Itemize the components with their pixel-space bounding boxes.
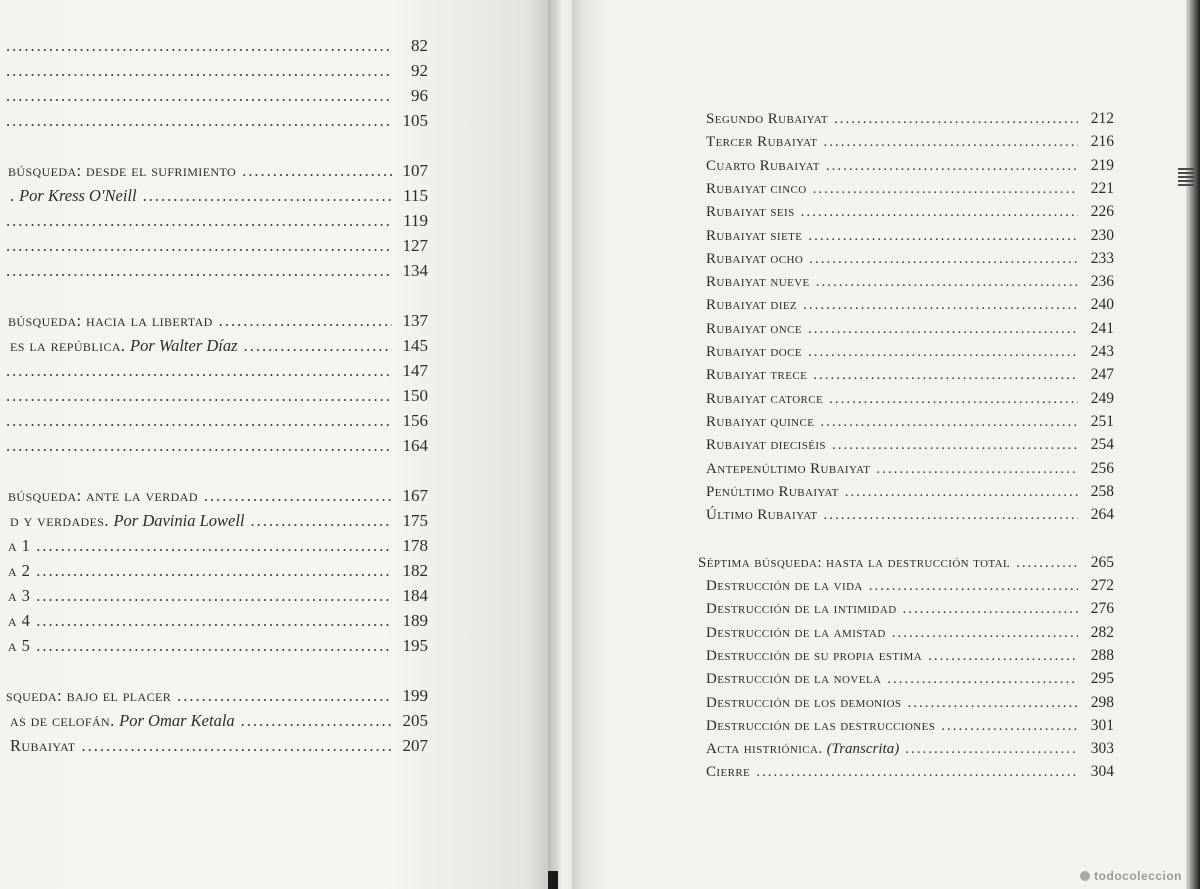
toc-page-number: 167 [402, 486, 428, 505]
toc-page-number: 137 [402, 311, 428, 330]
toc-entry [8, 634, 428, 658]
toc-entry-title-text: Destrucción de la novela [706, 671, 882, 687]
toc-entry [0, 34, 428, 58]
toc-entry [706, 270, 1114, 294]
toc-dot-leader [6, 109, 392, 133]
toc-dot-leader [756, 760, 1078, 784]
toc-dot-leader [813, 363, 1078, 387]
toc-entry-title [706, 363, 807, 387]
toc-entry [10, 334, 428, 358]
toc-entry-title [706, 457, 870, 481]
toc-entry-title [706, 714, 935, 738]
toc-page-number: 258 [1090, 483, 1114, 500]
toc-page-number: 264 [1090, 506, 1114, 523]
toc-entry-title [6, 684, 171, 708]
toc-entry-title [706, 480, 839, 504]
toc-entry-title [706, 597, 897, 621]
toc-page-number: 247 [1090, 366, 1114, 383]
toc-entry-title-text: a 3 [8, 586, 31, 605]
toc-dot-leader [876, 457, 1078, 481]
toc-entry [706, 503, 1114, 527]
toc-entry [706, 621, 1114, 645]
toc-dot-leader [6, 59, 392, 83]
toc-page-number: 288 [1090, 647, 1114, 664]
toc-dot-leader [242, 159, 392, 183]
toc-entry [0, 209, 428, 233]
toc-entry [706, 363, 1114, 387]
toc-entry-title-text: Rubaiyat dieciséis [706, 437, 826, 453]
toc-entry [8, 559, 428, 583]
toc-entry-title [8, 609, 30, 633]
toc-entry-title-text: Rubaiyat [10, 736, 76, 755]
toc-dot-leader [832, 433, 1078, 457]
toc-entry-title-text: d y verdades. [10, 511, 114, 530]
toc-dot-leader [241, 709, 392, 733]
toc-entry [10, 734, 428, 758]
toc-entry-title-text: Rubaiyat siete [706, 228, 803, 244]
toc-entry-title-text: a 5 [8, 636, 31, 655]
toc-entry-title-text: Rubaiyat ocho [706, 251, 804, 267]
toc-dot-leader [869, 574, 1078, 598]
toc-entry [706, 597, 1114, 621]
toc-dot-leader [6, 209, 392, 233]
toc-page-number: 233 [1090, 250, 1114, 267]
toc-entry-title-text: Destrucción de la vida [706, 578, 863, 594]
toc-entry-title [706, 574, 863, 598]
toc-page-number: 230 [1090, 227, 1114, 244]
toc-page-number: 82 [411, 36, 428, 55]
toc-entry [706, 130, 1114, 154]
toc-entry-title [8, 634, 30, 658]
toc-entry-author: Por Davinia Lowell [113, 511, 245, 530]
toc-entry [10, 509, 428, 533]
toc-page-number: 145 [402, 336, 428, 355]
toc-entry-title [10, 734, 76, 758]
toc-entry-title [706, 760, 750, 784]
toc-entry [8, 584, 428, 608]
toc-entry [706, 760, 1114, 784]
toc-page-number: 184 [402, 586, 428, 605]
toc-entry-title [706, 340, 802, 364]
toc-dot-leader [808, 317, 1078, 341]
toc-page-number: 205 [402, 711, 428, 730]
toc-dot-leader [803, 293, 1078, 317]
toc-entry [706, 480, 1114, 504]
toc-page-number: 105 [402, 111, 428, 130]
toc-page-number: 199 [402, 686, 428, 705]
page-edge-mark-icon [1178, 168, 1194, 186]
toc-entry-title [10, 184, 137, 208]
toc-entry-title-text: Destrucción de su propia estima [706, 648, 923, 664]
toc-page-number: 216 [1090, 133, 1114, 150]
toc-dot-leader [6, 409, 392, 433]
toc-dot-leader [892, 621, 1078, 645]
toc-page-number: 195 [402, 636, 428, 655]
toc-entry [706, 433, 1114, 457]
toc-entry-title [706, 621, 886, 645]
toc-entry [0, 259, 428, 283]
toc-page-number: 107 [402, 161, 428, 180]
toc-dot-leader [903, 597, 1078, 621]
toc-page-number: 212 [1090, 110, 1114, 127]
toc-entry-title-text: a 2 [8, 561, 31, 580]
toc-entry [706, 200, 1114, 224]
toc-entry-title [706, 247, 803, 271]
toc-entry-title [8, 309, 213, 333]
toc-entry [0, 384, 428, 408]
toc-entry [706, 457, 1114, 481]
toc-entry-title [706, 293, 797, 317]
toc-entry-title [698, 551, 1010, 575]
watermark [1080, 869, 1182, 883]
toc-entry-title-text: Séptima búsqueda: hasta la destrucción total [698, 555, 1011, 571]
toc-page-number: 276 [1090, 600, 1114, 617]
toc-page-number: 256 [1090, 460, 1114, 477]
toc-page-number: 240 [1090, 296, 1114, 313]
toc-entry-title-text: búsqueda: hacia la libertad [8, 311, 213, 330]
toc-page-number: 147 [402, 361, 428, 380]
toc-entry-title [10, 709, 235, 733]
toc-dot-leader [36, 609, 392, 633]
toc-page-number: 295 [1090, 670, 1114, 687]
toc-entry-title-text: . [10, 186, 20, 205]
toc-entry [706, 177, 1114, 201]
toc-entry-title-text: as de celofán. [10, 711, 120, 730]
toc-page-number: 301 [1090, 717, 1114, 734]
toc-dot-leader [6, 234, 392, 258]
toc-entry [706, 691, 1114, 715]
toc-entry [0, 434, 428, 458]
toc-entry [8, 534, 428, 558]
toc-entry [8, 484, 428, 508]
toc-entry-author: Por Omar Ketala [119, 711, 235, 730]
toc-dot-leader [1016, 551, 1078, 575]
toc-entry-title [706, 667, 881, 691]
toc-page-number: 226 [1090, 203, 1114, 220]
toc-entry-title-text: Tercer Rubaiyat [706, 134, 818, 150]
toc-entry-title-text: Rubaiyat diez [706, 297, 798, 313]
toc-dot-leader [6, 259, 392, 283]
toc-page-number: 254 [1090, 436, 1114, 453]
toc-entry [0, 409, 428, 433]
toc-entry-title [706, 433, 826, 457]
toc-entry-title [706, 224, 802, 248]
toc-entry-title-text: Rubaiyat once [706, 321, 802, 337]
toc-dot-leader [809, 247, 1078, 271]
toc-entry [698, 551, 1114, 575]
toc-page-number: 175 [402, 511, 428, 530]
toc-entry-title [706, 130, 817, 154]
toc-page-number: 304 [1090, 763, 1114, 780]
toc-page-number: 134 [402, 261, 428, 280]
toc-entry [0, 59, 428, 83]
toc-entry-title-text: Destrucción de los demonios [706, 695, 902, 711]
toc-dot-leader [6, 84, 392, 108]
toc-dot-leader [36, 584, 392, 608]
toc-page-number: 178 [402, 536, 428, 555]
toc-entry-title-text: búsqueda: desde el sufrimiento [8, 161, 237, 180]
toc-entry-title-text: Penúltimo Rubaiyat [706, 484, 839, 500]
toc-dot-leader [820, 410, 1078, 434]
next-page-edge [1186, 0, 1200, 889]
toc-entry [10, 184, 428, 208]
toc-entry-title-text: Rubaiyat nueve [706, 274, 810, 290]
toc-dot-leader [36, 634, 392, 658]
toc-page-number: 156 [402, 411, 428, 430]
toc-entry-title [706, 691, 901, 715]
toc-entry-title-text: Destrucción de la intimidad [706, 601, 897, 617]
toc-entry-title-text: Último Rubaiyat [706, 507, 818, 523]
toc-entry [706, 667, 1114, 691]
toc-dot-leader [845, 480, 1078, 504]
toc-page-number: 265 [1090, 554, 1114, 571]
toc-entry-title-text: Cierre [706, 764, 751, 780]
toc-entry-title-text: squeda: bajo el placer [6, 686, 172, 705]
toc-entry-title [706, 270, 810, 294]
toc-entry [0, 359, 428, 383]
toc-entry [706, 107, 1114, 131]
toc-entry [706, 387, 1114, 411]
toc-dot-leader [928, 644, 1078, 668]
toc-page-number: 207 [402, 736, 428, 755]
toc-dot-leader [808, 224, 1078, 248]
toc-page-number: 115 [403, 186, 428, 205]
toc-entry-title-text: Destrucción de la amistad [706, 625, 886, 641]
toc-entry-title [706, 503, 817, 527]
toc-entry-title-text: Acta histriónica. [706, 741, 827, 757]
right-page [572, 0, 1200, 889]
toc-entry-title-text: Antepenúltimo Rubaiyat [706, 461, 871, 477]
toc-entry [6, 684, 428, 708]
toc-entry [0, 84, 428, 108]
toc-entry-title [706, 317, 802, 341]
toc-entry-title [706, 200, 795, 224]
toc-entry [706, 154, 1114, 178]
toc-entry [706, 317, 1114, 341]
toc-entry-title [706, 410, 814, 434]
toc-page-number: 219 [1090, 157, 1114, 174]
toc-page-number: 96 [411, 86, 428, 105]
toc-entry [706, 644, 1114, 668]
toc-entry-title [706, 387, 823, 411]
toc-dot-leader [36, 534, 392, 558]
toc-page-number: 119 [403, 211, 428, 230]
toc-dot-leader [204, 484, 392, 508]
toc-page-number: 150 [402, 386, 428, 405]
toc-entry [0, 234, 428, 258]
toc-entry-author: Por Walter Díaz [129, 336, 238, 355]
toc-page-number: 189 [402, 611, 428, 630]
toc-entry-title [10, 334, 238, 358]
toc-page-number: 298 [1090, 694, 1114, 711]
toc-entry-title [10, 509, 245, 533]
toc-dot-leader [251, 509, 392, 533]
toc-page-number: 221 [1090, 180, 1114, 197]
toc-entry-title-text: Rubaiyat catorce [706, 391, 824, 407]
toc-page-number: 243 [1090, 343, 1114, 360]
toc-dot-leader [82, 734, 392, 758]
toc-entry-title [706, 107, 828, 131]
toc-entry-title-text: Rubaiyat trece [706, 367, 808, 383]
toc-entry-title-text: Rubaiyat seis [706, 204, 795, 220]
toc-entry [8, 609, 428, 633]
toc-entry-title-text: es la república. [10, 336, 130, 355]
toc-entry [706, 293, 1114, 317]
toc-dot-leader [823, 130, 1078, 154]
toc-page-number: 251 [1090, 413, 1114, 430]
toc-entry [706, 247, 1114, 271]
toc-dot-leader [177, 684, 392, 708]
toc-entry-author: Por Kress O'Neill [19, 186, 137, 205]
toc-page-number: 241 [1090, 320, 1114, 337]
toc-entry-title [8, 534, 30, 558]
toc-dot-leader [6, 434, 392, 458]
toc-page-number: 164 [402, 436, 428, 455]
toc-entry-title [8, 584, 30, 608]
toc-entry-title-text: Cuarto Rubaiyat [706, 158, 820, 174]
toc-entry [706, 714, 1114, 738]
toc-entry-title [706, 154, 820, 178]
toc-entry-title-text: a 4 [8, 611, 31, 630]
toc-entry [8, 309, 428, 333]
toc-dot-leader [36, 559, 392, 583]
toc-dot-leader [941, 714, 1078, 738]
toc-dot-leader [823, 503, 1078, 527]
watermark-logo-icon [1080, 871, 1090, 881]
toc-dot-leader [143, 184, 392, 208]
toc-page-number: 92 [411, 61, 428, 80]
toc-entry-title-text: Rubaiyat cinco [706, 181, 807, 197]
toc-entry-title-text: Rubaiyat quince [706, 414, 815, 430]
toc-entry-title [8, 159, 236, 183]
watermark-text: todocoleccion [1094, 869, 1182, 883]
toc-entry [706, 340, 1114, 364]
toc-entry [10, 709, 428, 733]
toc-page-number: 272 [1090, 577, 1114, 594]
toc-entry-title-text: Segundo Rubaiyat [706, 111, 828, 127]
toc-dot-leader [219, 309, 392, 333]
toc-page-number: 249 [1090, 390, 1114, 407]
toc-entry-title [8, 484, 198, 508]
toc-dot-leader [834, 107, 1078, 131]
toc-dot-leader [801, 200, 1078, 224]
toc-entry-title-text: a 1 [8, 536, 31, 555]
toc-dot-leader [6, 359, 392, 383]
toc-dot-leader [244, 334, 392, 358]
toc-page-number: 236 [1090, 273, 1114, 290]
page-corner-shadow [548, 871, 558, 889]
toc-dot-leader [816, 270, 1078, 294]
toc-entry [706, 410, 1114, 434]
toc-dot-leader [887, 667, 1078, 691]
book-gutter [548, 0, 572, 889]
toc-entry [706, 224, 1114, 248]
toc-dot-leader [6, 384, 392, 408]
toc-dot-leader [829, 387, 1078, 411]
toc-page-number: 303 [1090, 740, 1114, 757]
toc-dot-leader [813, 177, 1078, 201]
left-page [0, 0, 548, 889]
toc-entry-title [8, 559, 30, 583]
toc-dot-leader [907, 691, 1078, 715]
toc-dot-leader [808, 340, 1078, 364]
toc-dot-leader [6, 34, 392, 58]
toc-entry [706, 574, 1114, 598]
toc-entry-title-text: Destrucción de las destrucciones [706, 718, 936, 734]
toc-entry [0, 109, 428, 133]
toc-entry-title-text: Rubaiyat doce [706, 344, 802, 360]
toc-entry-title [706, 177, 807, 201]
toc-entry-title [706, 644, 922, 668]
toc-entry-title [706, 737, 899, 761]
toc-entry [8, 159, 428, 183]
toc-entry-author: (Transcrita) [826, 741, 900, 757]
toc-page-number: 182 [402, 561, 428, 580]
toc-dot-leader [905, 737, 1078, 761]
toc-entry [706, 737, 1114, 761]
toc-entry-title-text: búsqueda: ante la verdad [8, 486, 198, 505]
toc-page-number: 127 [402, 236, 428, 255]
toc-dot-leader [826, 154, 1078, 178]
toc-page-number: 282 [1090, 624, 1114, 641]
